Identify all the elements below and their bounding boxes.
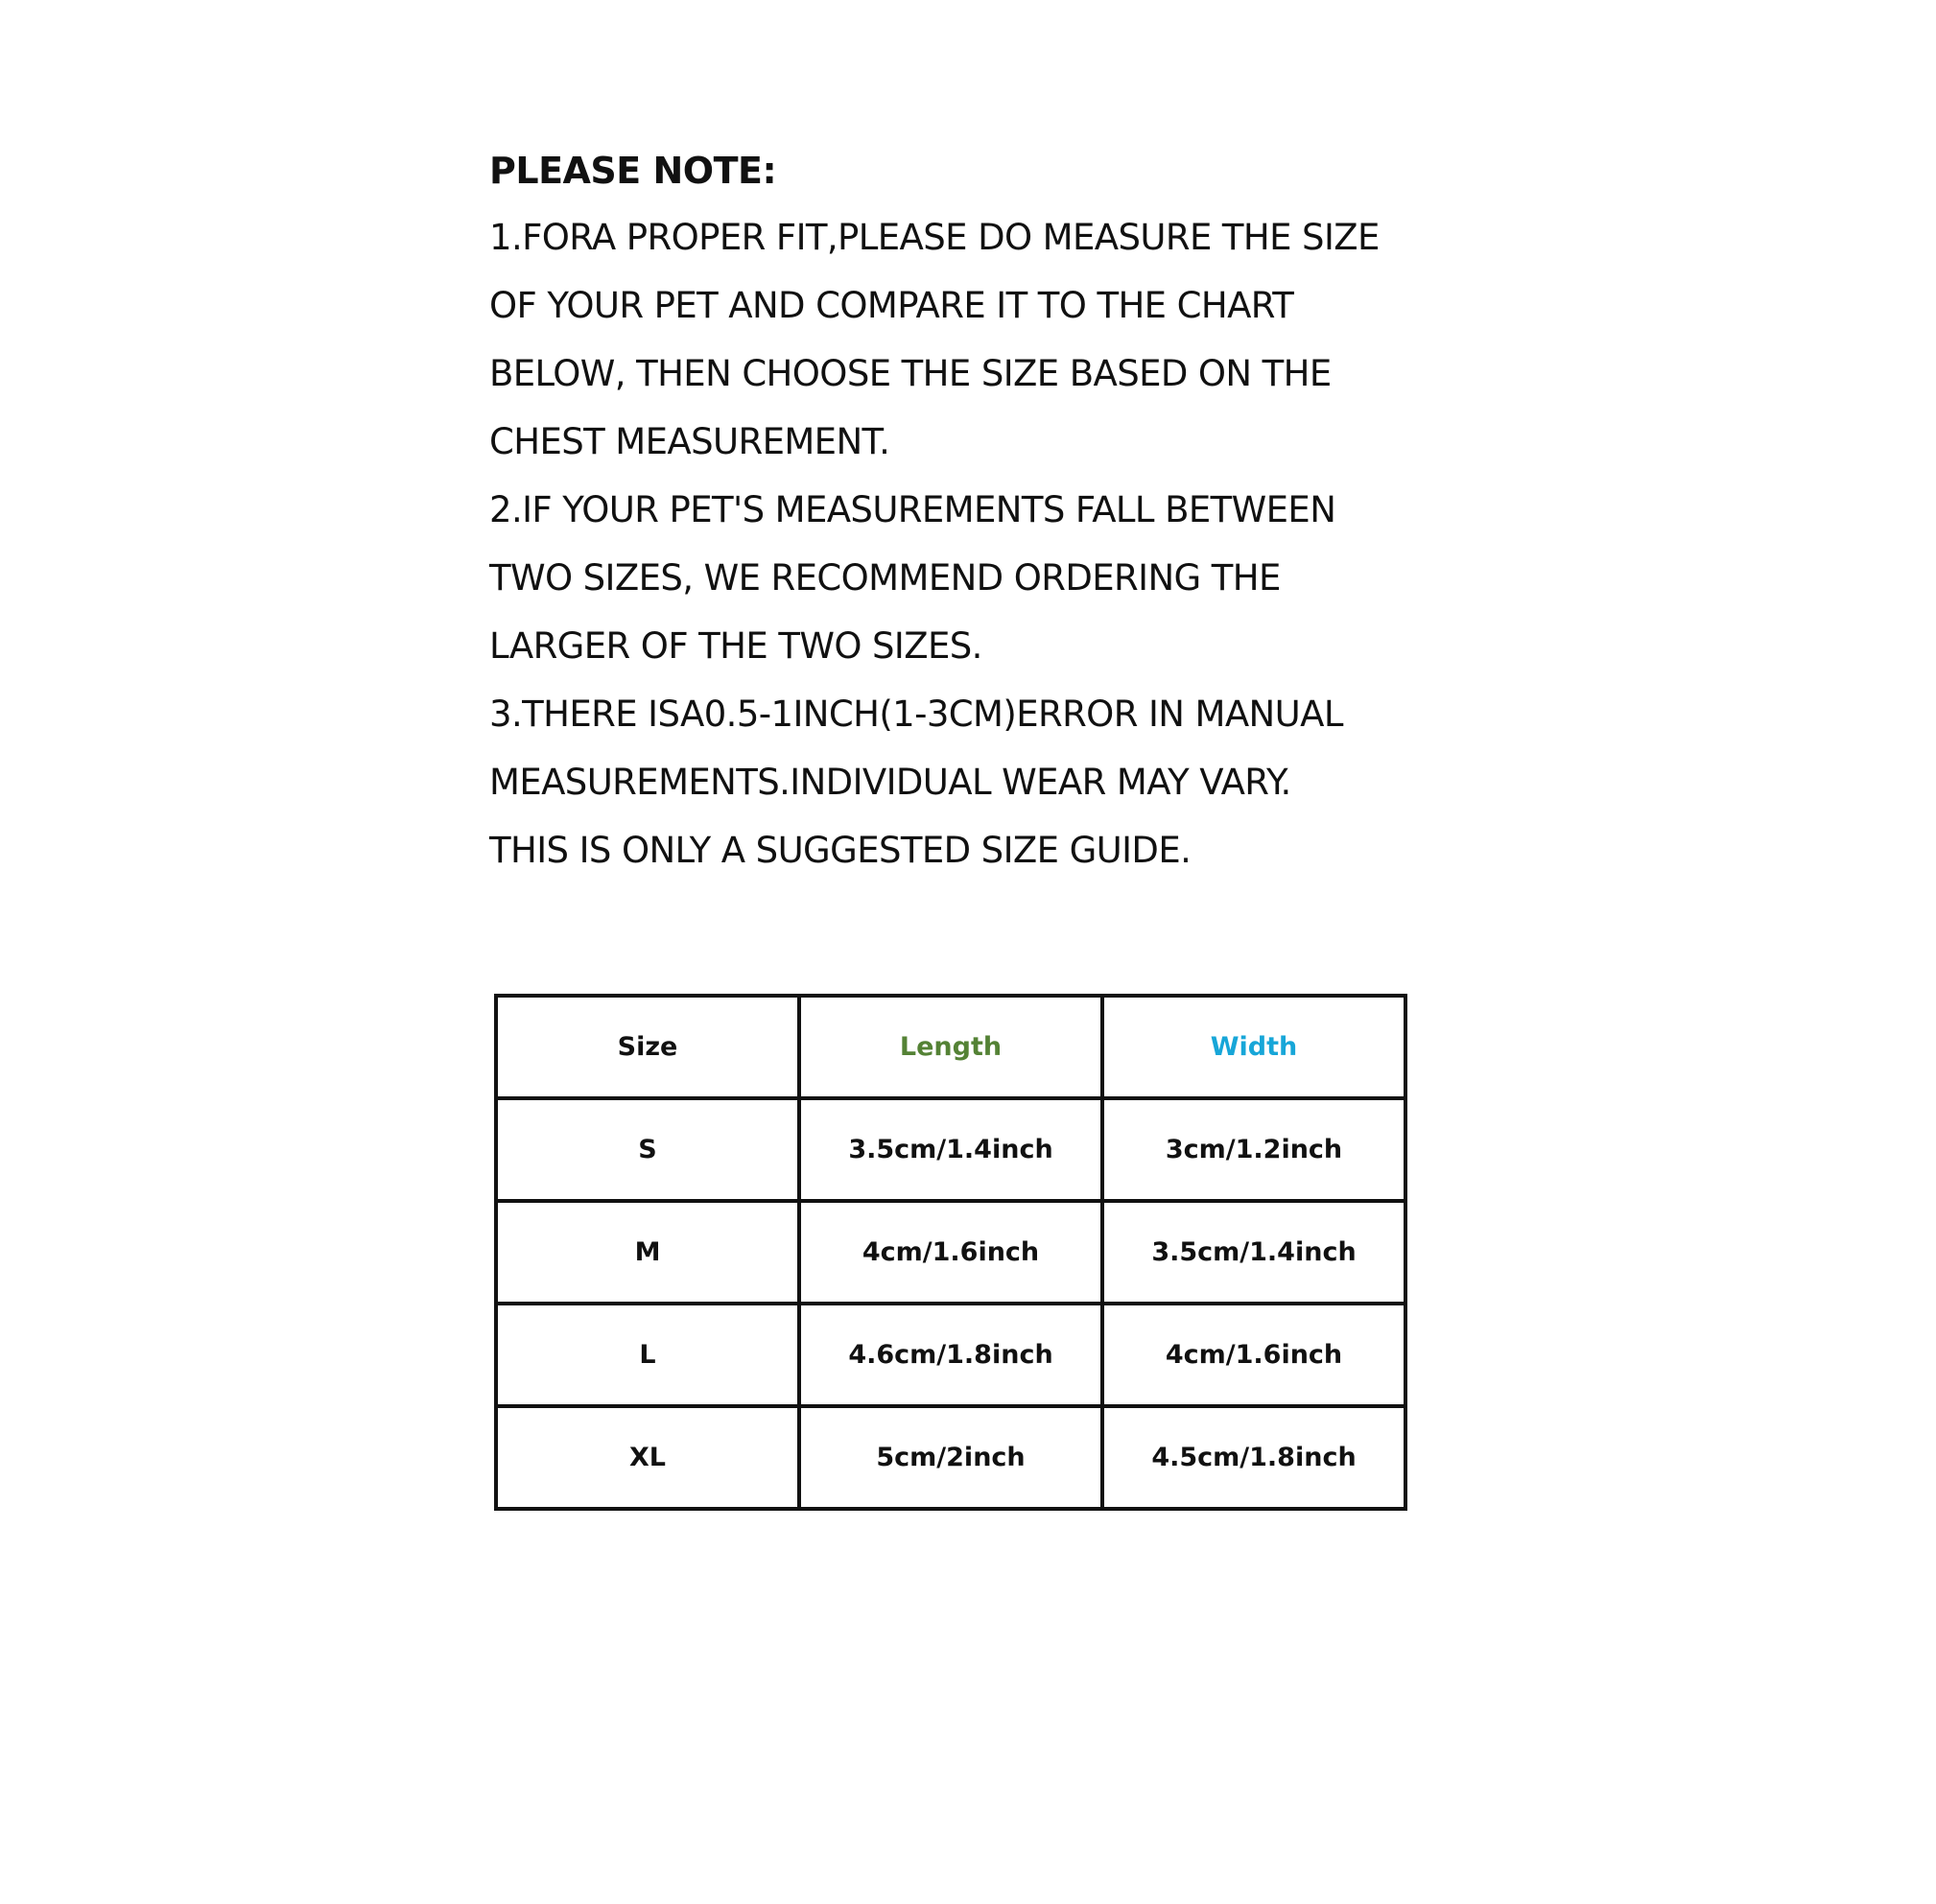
table-row (496, 1304, 1405, 1406)
header-length: Length (799, 996, 1102, 1098)
note-line: LARGER OF THE TWO SIZES. (489, 625, 982, 667)
table-row (496, 1098, 1405, 1201)
note-line: THIS IS ONLY A SUGGESTED SIZE GUIDE. (489, 830, 1192, 871)
length-cell: 3.5cm/1.4inch (799, 1098, 1102, 1201)
note-line: 1.FORA PROPER FIT,PLEASE DO MEASURE THE SIZE (489, 217, 1380, 258)
table-row (496, 1406, 1405, 1509)
note-line: BELOW, THEN CHOOSE THE SIZE BASED ON THE (489, 353, 1332, 394)
width-cell: 4cm/1.6inch (1102, 1304, 1405, 1406)
length-cell: 5cm/2inch (799, 1406, 1102, 1509)
note-line: TWO SIZES, WE RECOMMEND ORDERING THE (489, 557, 1281, 599)
size-chart-table (494, 994, 1407, 1511)
note-line: MEASUREMENTS.INDIVIDUAL WEAR MAY VARY. (489, 762, 1291, 803)
note-heading: PLEASE NOTE: (489, 150, 777, 192)
header-size: Size (496, 996, 799, 1098)
length-cell: 4cm/1.6inch (799, 1201, 1102, 1304)
table-row (496, 1201, 1405, 1304)
note-line: OF YOUR PET AND COMPARE IT TO THE CHART (489, 285, 1294, 326)
width-cell: 4.5cm/1.8inch (1102, 1406, 1405, 1509)
width-cell: 3.5cm/1.4inch (1102, 1201, 1405, 1304)
size-cell: M (496, 1201, 799, 1304)
length-cell: 4.6cm/1.8inch (799, 1304, 1102, 1406)
note-line: CHEST MEASUREMENT. (489, 421, 890, 462)
width-cell: 3cm/1.2inch (1102, 1098, 1405, 1201)
note-line: 2.IF YOUR PET'S MEASUREMENTS FALL BETWEEN (489, 489, 1336, 530)
size-cell: L (496, 1304, 799, 1406)
header-width: Width (1102, 996, 1405, 1098)
size-cell: XL (496, 1406, 799, 1509)
note-line: 3.THERE ISA0.5-1INCH(1-3CM)ERROR IN MANUAL (489, 693, 1343, 735)
size-cell: S (496, 1098, 799, 1201)
table-header-row (496, 996, 1405, 1098)
please-note-section (489, 138, 1525, 884)
